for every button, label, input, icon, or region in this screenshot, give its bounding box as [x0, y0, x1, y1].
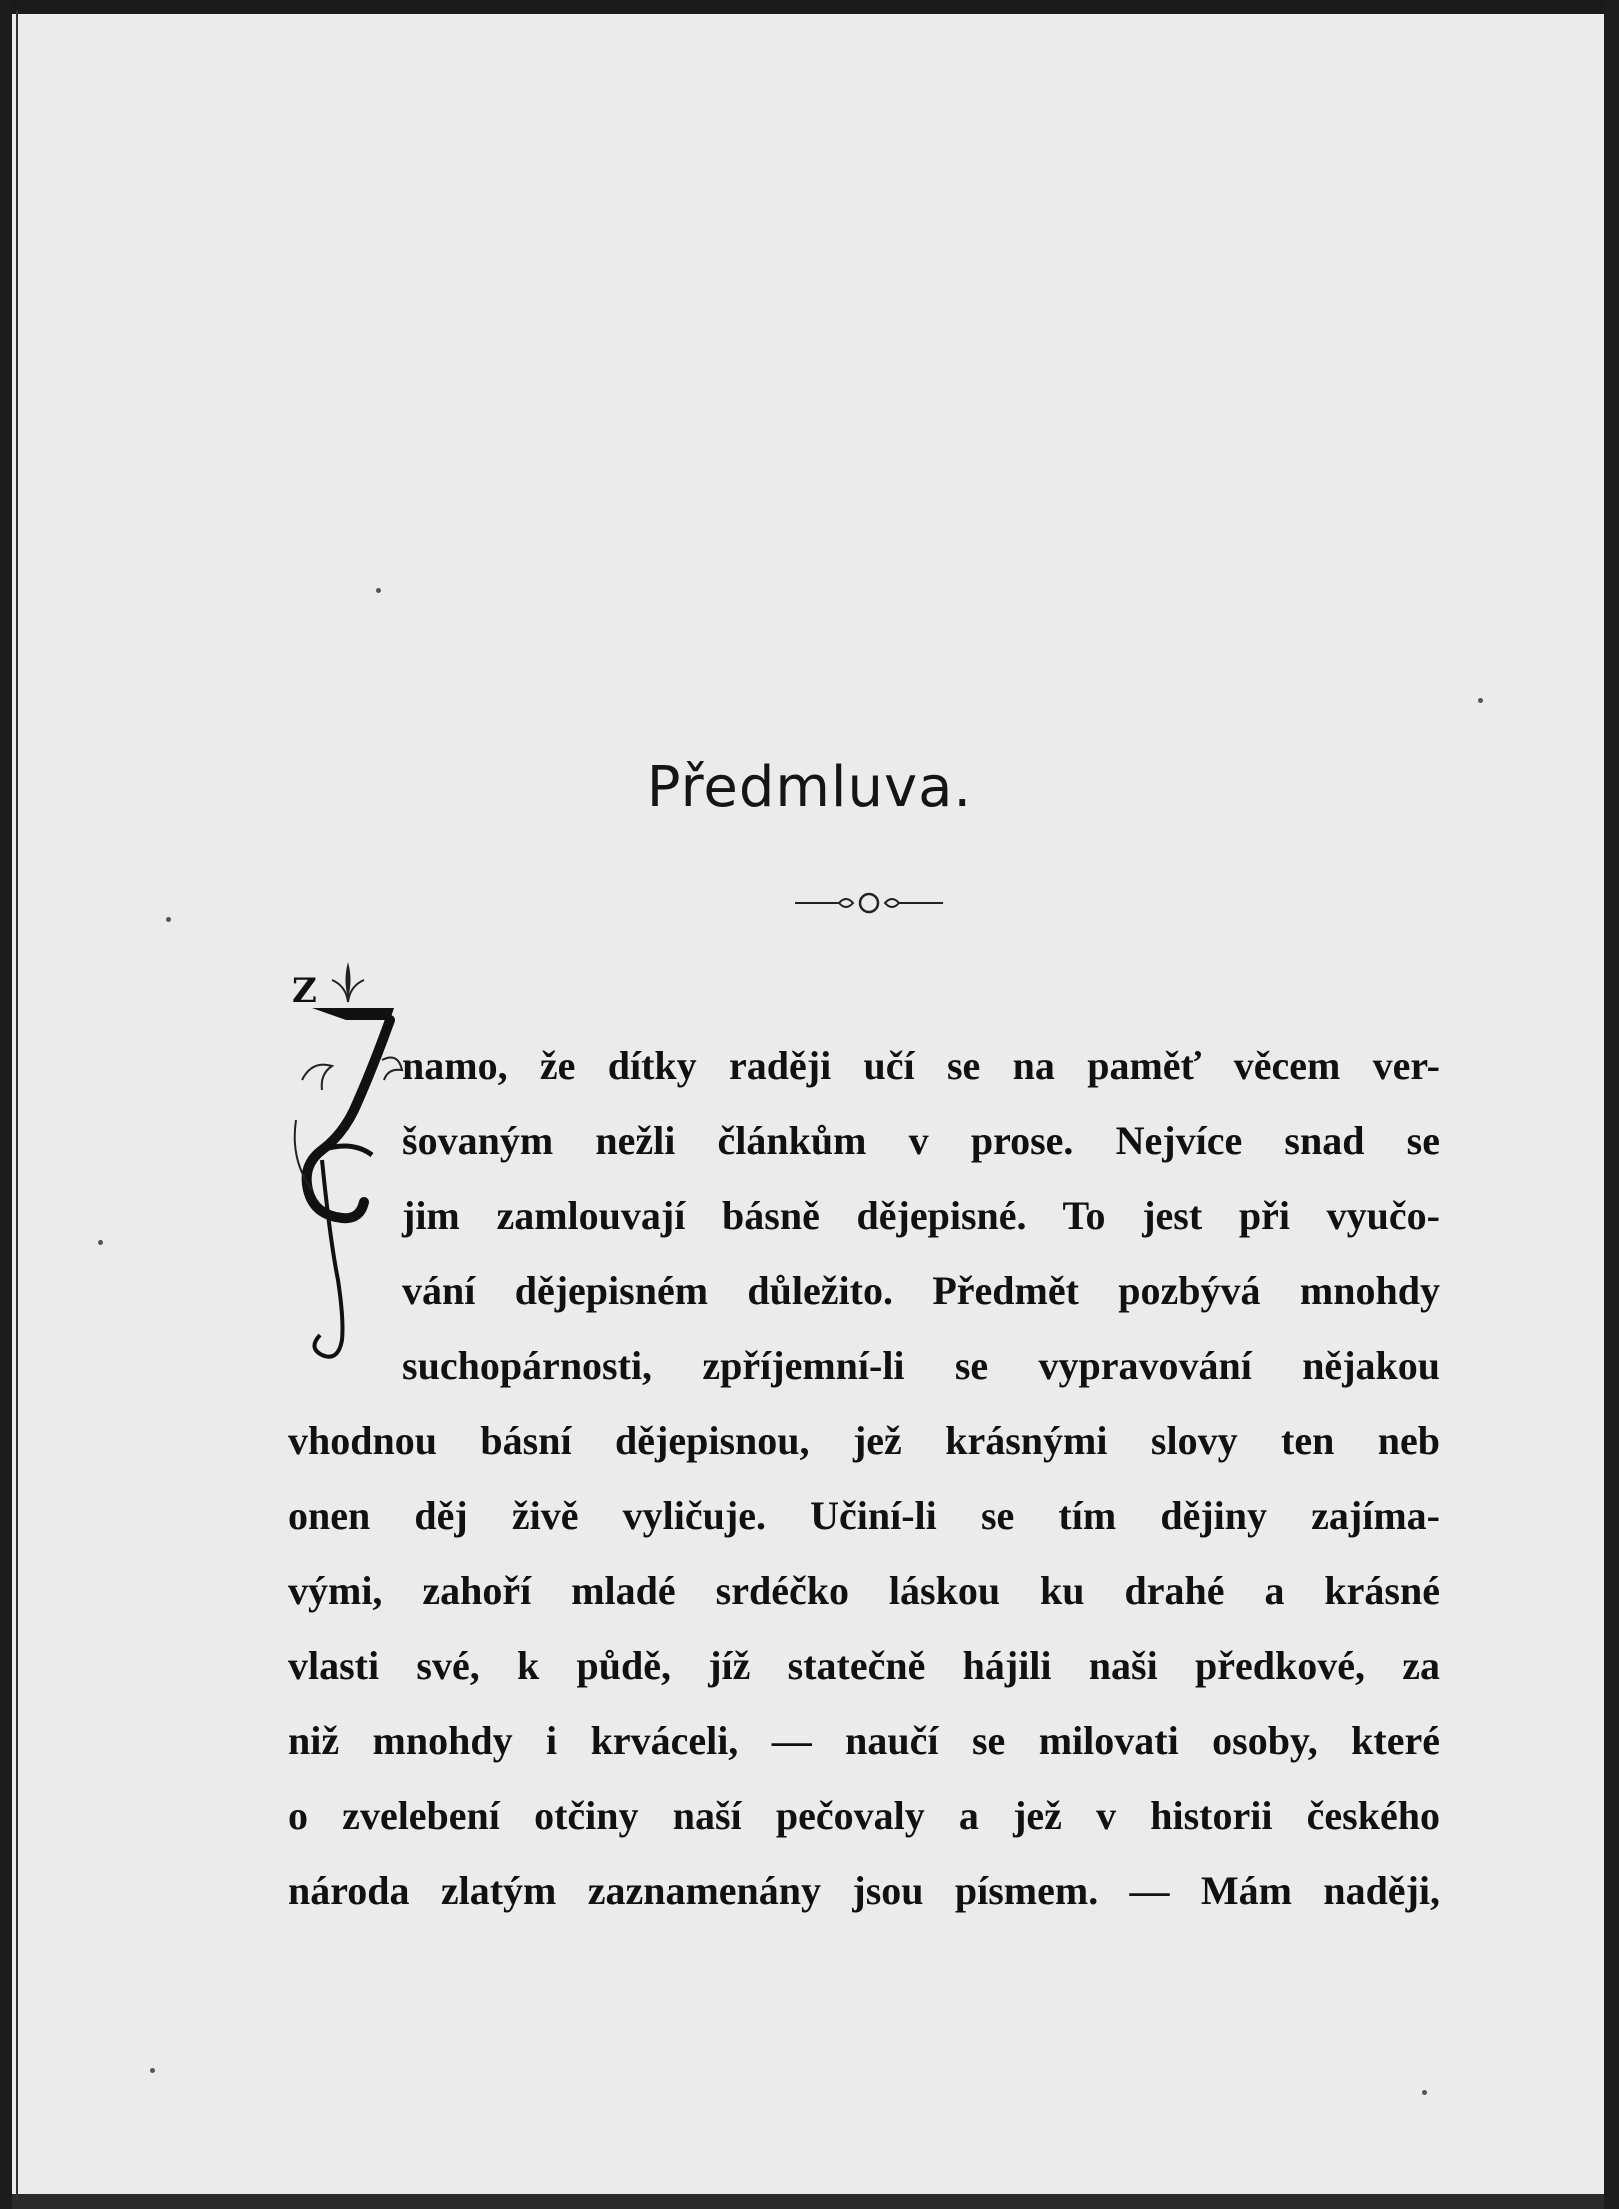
text-line: o zvelebení otčiny naší pečovaly a jež v historii českého: [288, 1793, 1440, 1838]
text-line: vými, zahoří mladé srdéčko láskou ku drahé a krásné: [288, 1568, 1440, 1613]
text-line: vání dějepisném důležito. Předmět pozbývá mnohdy: [402, 1268, 1440, 1313]
text-line: niž mnohdy i krváceli, — naučí se milovati osoby, které: [288, 1718, 1440, 1763]
text-line: jim zamlouvají básně dějepisné. To jest při vyučo-: [402, 1193, 1440, 1238]
text-line: onen děj živě vyličuje. Učiní-li se tím dějiny zajíma-: [288, 1493, 1440, 1538]
page-title: Předmluva.: [646, 755, 973, 820]
page-edge-right: [1604, 0, 1619, 2209]
svg-text:Z: Z: [292, 971, 317, 1011]
speck: [98, 1240, 103, 1245]
page-edge-bottom: [0, 2194, 1619, 2209]
title-ornament: [795, 888, 943, 918]
text-line: šovaným nežli článkům v prose. Nejvíce snad se: [402, 1118, 1440, 1163]
page-edge-top: [0, 0, 1619, 14]
text-line: suchopárnosti, zpříjemní-li se vypravování nějakou: [402, 1343, 1440, 1388]
text-line: namo, že dítky raději učí se na paměť věcem ver-: [402, 1043, 1440, 1088]
decorative-initial-z: [282, 950, 412, 1370]
page-edge-left: [0, 0, 12, 2209]
speck: [150, 2068, 155, 2073]
speck: [166, 917, 171, 922]
binding-line: [16, 10, 18, 2200]
speck: [376, 588, 381, 593]
text-line: národa zlatým zaznamenány jsou písmem. — Mám naději,: [288, 1868, 1440, 1913]
text-line: vhodnou básní dějepisnou, jež krásnými slovy ten neb: [288, 1418, 1440, 1463]
speck: [1478, 698, 1483, 703]
speck: [1422, 2090, 1427, 2095]
text-line: vlasti své, k půdě, jíž statečně hájili naši předkové, za: [288, 1643, 1440, 1688]
